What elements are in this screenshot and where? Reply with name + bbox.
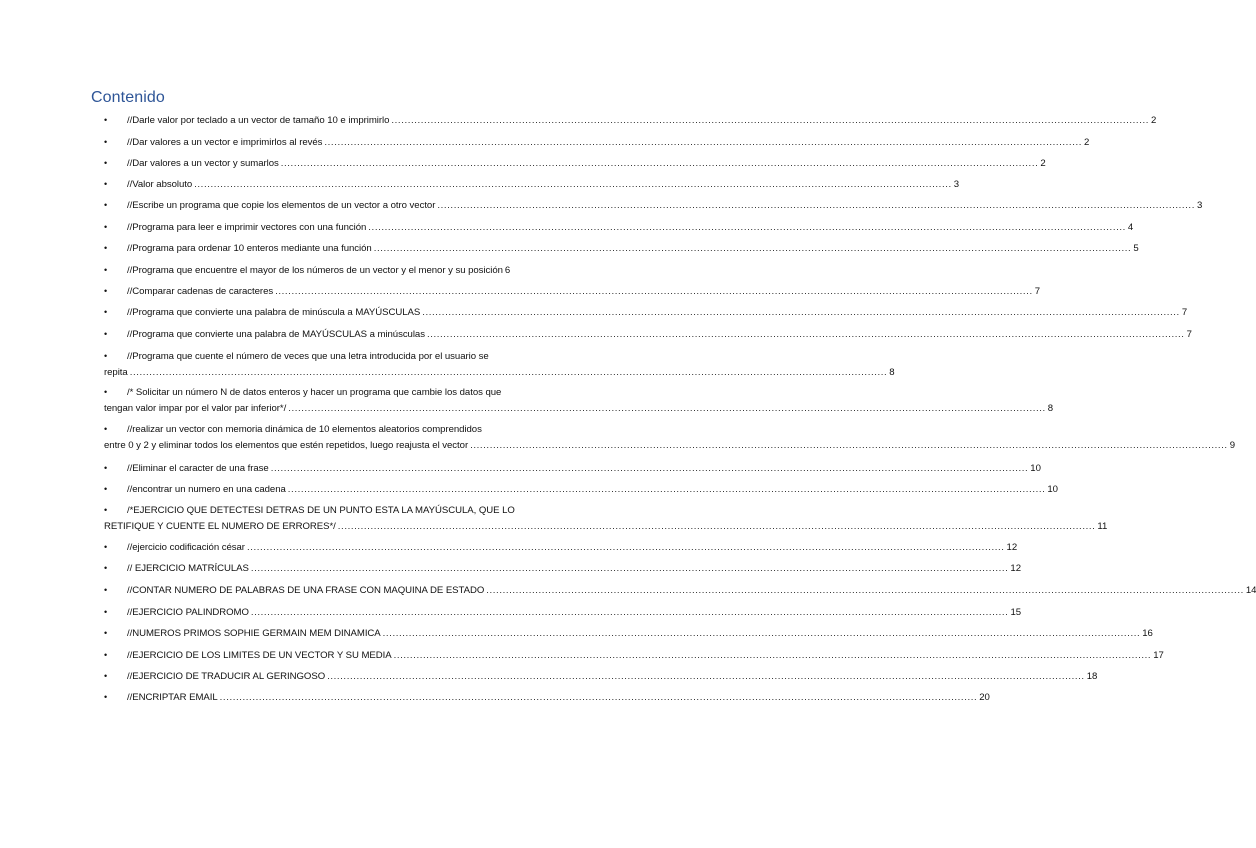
bullet: • <box>104 307 108 317</box>
bullet: • <box>104 158 108 168</box>
toc-entry-text: //encontrar un numero en una cadena <box>127 484 286 495</box>
bullet: • <box>104 179 108 189</box>
toc-entry-text-continued: RETIFIQUE Y CUENTE EL NUMERO DE ERRORES*/ <box>104 521 336 532</box>
toc-page-number: 14 <box>1245 585 1256 596</box>
toc-entry-text: //Darle valor por teclado a un vector de tamaño 10 e imprimirlo <box>127 115 390 126</box>
toc-page-number: 16 <box>1142 628 1153 639</box>
dot-leader <box>271 462 1029 475</box>
bullet: • <box>104 671 108 681</box>
bullet: • <box>104 351 108 361</box>
toc-entry-text: //Valor absoluto <box>127 179 193 190</box>
bullet: • <box>104 542 108 552</box>
dot-leader <box>220 691 978 704</box>
toc-entry-text: //EJERCICIO DE TRADUCIR AL GERINGOSO <box>127 671 326 682</box>
toc-page-number: 12 <box>1010 563 1021 574</box>
bullet: • <box>104 329 108 339</box>
dot-leader <box>383 627 1141 640</box>
toc-entry-text: //realizar un vector con memoria dinámica de 10 elementos aleatorios comprendidos <box>127 424 482 435</box>
toc-page-number: 15 <box>1010 607 1022 618</box>
dot-leader <box>251 562 1009 575</box>
bullet: • <box>104 243 108 253</box>
toc-entry[interactable] <box>104 136 1090 149</box>
toc-entry[interactable] <box>104 541 1018 554</box>
dot-leader <box>288 483 1046 496</box>
dot-leader <box>368 221 1126 234</box>
dot-leader <box>327 670 1085 683</box>
bullet: • <box>104 585 108 595</box>
toc-page-number: 7 <box>1186 329 1192 340</box>
toc-entry-text: //Escribe un programa que copie los elementos de un vector a otro vector <box>127 200 436 211</box>
toc-entry-text: //Dar valores a un vector y sumarlos <box>127 158 279 169</box>
toc-entry-text: //Eliminar el caracter de una frase <box>127 463 269 474</box>
toc-entry[interactable] <box>104 627 1153 640</box>
toc-entry-text: //ejercicio codificación césar <box>127 542 245 553</box>
toc-entry-text-continued: tengan valor impar por el valor par inferior*/ <box>104 403 287 414</box>
toc-entry[interactable] <box>104 670 1098 683</box>
toc-entry-text: //EJERCICIO DE LOS LIMITES DE UN VECTOR Y SU MEDIA <box>127 650 392 661</box>
toc-page-number: 2 <box>1084 137 1090 148</box>
toc-page-number: 4 <box>1127 222 1134 233</box>
dot-leader <box>288 402 1046 415</box>
dot-leader <box>437 199 1195 212</box>
toc-entry[interactable] <box>104 114 1157 127</box>
toc-page-number: 9 <box>1229 440 1235 451</box>
toc-entry-text: //ENCRIPTAR EMAIL <box>127 692 218 703</box>
toc-entry[interactable] <box>104 285 1041 298</box>
bullet: • <box>104 463 108 473</box>
dot-leader <box>422 306 1180 319</box>
toc-page-number: 5 <box>1133 243 1139 254</box>
toc-page-number: 7 <box>1181 307 1188 318</box>
toc-page-number: 3 <box>1196 200 1203 211</box>
toc-entry-text: //Programa que encuentre el mayor de los números de un vector y el menor y su posición <box>127 265 503 276</box>
toc-entry[interactable] <box>104 199 1203 212</box>
dot-leader <box>470 439 1228 452</box>
toc-entry-text-continued: repita <box>104 367 128 378</box>
bullet: • <box>104 484 108 494</box>
bullet: • <box>104 286 108 296</box>
dot-leader <box>251 606 1009 619</box>
toc-page-number: 8 <box>1047 403 1054 414</box>
toc-entry[interactable] <box>104 649 1164 662</box>
toc-entry[interactable] <box>104 584 1256 597</box>
toc-entry-text: //Programa que convierte una palabra de MAYÚSCULAS a minúsculas <box>127 329 425 340</box>
dot-leader <box>281 157 1039 170</box>
toc-page-number: 12 <box>1006 542 1018 553</box>
toc-entry-text: //Programa para leer e imprimir vectores con una función <box>127 222 367 233</box>
toc-entry[interactable] <box>104 423 1235 452</box>
bullet: • <box>104 265 108 275</box>
toc-entry[interactable] <box>104 606 1022 619</box>
toc-page-number: 10 <box>1030 463 1041 474</box>
toc-entry-text: //Programa para ordenar 10 enteros mediante una función <box>127 243 372 254</box>
bullet: • <box>104 563 108 573</box>
bullet: • <box>104 692 108 702</box>
dot-leader <box>394 649 1152 662</box>
toc-entry[interactable] <box>104 264 566 277</box>
toc-entry[interactable] <box>104 691 990 704</box>
toc-entry-text: //Dar valores a un vector e imprimirlos al revés <box>127 137 323 148</box>
toc-page-number: 8 <box>889 367 895 378</box>
toc-entry-text-continued: entre 0 y 2 y eliminar todos los elementos que estén repetidos, luego reajusta el vector <box>104 440 469 451</box>
toc-entry[interactable] <box>104 178 960 191</box>
toc-page-number: 20 <box>979 692 990 703</box>
dot-leader <box>130 366 888 379</box>
toc-entry-text: //CONTAR NUMERO DE PALABRAS DE UNA FRASE CON MAQUINA DE ESTADO <box>127 585 485 596</box>
dot-leader <box>247 541 1005 554</box>
dot-leader <box>324 136 1082 149</box>
toc-entry[interactable] <box>104 504 1108 533</box>
toc-entry[interactable] <box>104 350 895 379</box>
dot-leader <box>338 520 1096 533</box>
toc-entry-text: //Comparar cadenas de caracteres <box>127 286 274 297</box>
toc-entry[interactable] <box>104 306 1188 319</box>
dot-leader <box>194 178 952 191</box>
bullet: • <box>104 505 108 515</box>
toc-entry[interactable] <box>104 157 1046 170</box>
toc-page-number: 7 <box>1034 286 1041 297</box>
toc-entry-text: //Programa que convierte una palabra de minúscula a MAYÚSCULAS <box>127 307 421 318</box>
toc-page-number: 11 <box>1097 521 1108 532</box>
toc-entry-text: //Programa que cuente el número de veces que una letra introducida por el usuario se <box>127 351 489 362</box>
dot-leader <box>391 114 1149 127</box>
toc-entry-text: // EJERCICIO MATRÍCULAS <box>127 563 249 574</box>
toc-entry[interactable] <box>104 328 1192 341</box>
toc-page-number: 18 <box>1086 671 1098 682</box>
bullet: • <box>104 115 108 125</box>
bullet: • <box>104 650 108 660</box>
toc-page-number: 2 <box>1040 158 1046 169</box>
toc-entry[interactable] <box>104 483 1058 496</box>
toc-page-number: 3 <box>953 179 960 190</box>
toc-entry-text: //NUMEROS PRIMOS SOPHIE GERMAIN MEM DINAMICA <box>127 628 381 639</box>
bullet: • <box>104 607 108 617</box>
dot-leader <box>427 328 1185 341</box>
toc-entry-text: /* Solicitar un número N de datos enteros y hacer un programa que cambie los datos que <box>127 387 502 398</box>
bullet: • <box>104 387 108 397</box>
bullet: • <box>104 137 108 147</box>
toc-entry[interactable] <box>104 562 1021 575</box>
bullet: • <box>104 200 108 210</box>
toc-entry-text: //EJERCICIO PALINDROMO <box>127 607 249 618</box>
toc-page-number: 17 <box>1153 650 1164 661</box>
toc-entry-text: /*EJERCICIO QUE DETECTESI DETRAS DE UN PUNTO ESTA LA MAYÚSCULA, QUE LO <box>127 505 515 516</box>
dot-leader <box>275 285 1033 298</box>
toc-entry[interactable] <box>104 221 1134 234</box>
bullet: • <box>104 424 108 434</box>
dot-leader <box>486 584 1244 597</box>
toc-page-number: 10 <box>1047 484 1058 495</box>
toc-entry[interactable] <box>104 386 1054 415</box>
toc-entry[interactable] <box>104 462 1041 475</box>
toc-heading: Contenido <box>91 89 165 106</box>
dot-leader <box>374 242 1132 255</box>
toc-entry[interactable] <box>104 242 1139 255</box>
bullet: • <box>104 628 108 638</box>
bullet: • <box>104 222 108 232</box>
toc-page-number: 6 <box>504 265 511 276</box>
toc-page-number: 2 <box>1151 115 1157 126</box>
